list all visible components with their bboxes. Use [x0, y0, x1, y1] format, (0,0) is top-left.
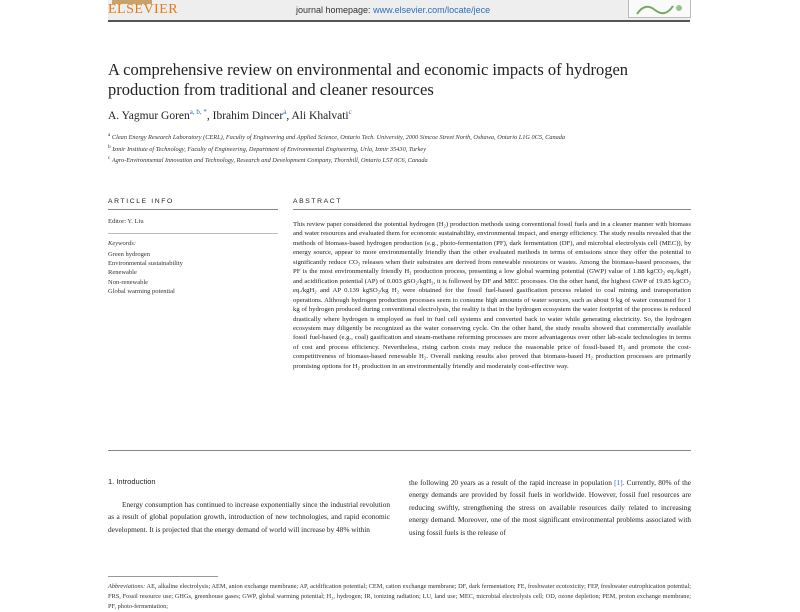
author-affiliation-marker[interactable]: a, b, * — [189, 108, 207, 116]
keywords-list — [108, 250, 183, 296]
keyword-item: Non-renewable — [108, 278, 149, 286]
abstract-heading: ABSTRACT — [293, 198, 343, 205]
introduction-left-column: Energy consumption has continued to increase exponentially since the industrial revolution as a result of global population growth, introduction of new technologies, and rapid economic development. It is projected that the energy demand of world will increase by 48% within — [108, 500, 390, 534]
editor-divider — [108, 233, 278, 234]
affiliation-item: $^b$ Izmir Institute of Technology, Faculty of Engineering, Department of Environmental Engineering, Urla, Izmir 35430, Turkey — [108, 143, 427, 153]
abbreviations-label: Abbreviations: — [108, 583, 146, 590]
abbreviations-text: AE, alkaline electrolysis; AEM, anion exchange membrane; AP, acidification potential; CEM, cation exchange membrane; DF, dark fermentation; FE, freshwater ecotoxicity; FEP, freshwater eutrophication potential; FRS, Fossil resource use; GHGs, greenhouse gases; GWP, global warming potential; H₂, hydrogen; IR, ionizing radiation; LU, land use; MEC, microbial electrolysis cell; OD, ozone depletion; PEM, proton exchange membrane; PF, photo-fermentation; — [108, 583, 691, 610]
abstract-rule — [293, 209, 691, 210]
article-info-heading: ARTICLE INFO — [108, 198, 174, 205]
editor-line: Editor: Y. Liu — [108, 218, 144, 225]
article-info-rule — [108, 209, 278, 210]
author-name[interactable]: Ali Khalvati — [291, 109, 349, 122]
author-list: A. Yagmur Goren$^{a, b, *}$, Ibrahim Dincer$^a$, Ali Khalvati$^c$ — [108, 108, 352, 122]
footnote-rule — [108, 576, 218, 577]
author-name[interactable]: Ibrahim Dincer — [212, 109, 284, 122]
affiliations — [108, 131, 628, 166]
journal-cover-thumbnail[interactable] — [628, 0, 691, 18]
journal-homepage-line — [296, 5, 490, 15]
abbreviations-footnote — [108, 582, 691, 612]
homepage-label: journal homepage: — [296, 5, 371, 15]
introduction-right-column: the following 20 years as a result of the rapid increase in population [1]. Currently, 80% of the energy demands are provided by fossil fuels in worldwide. However, fossil fuel resources are reducing swiftly, strengthening the stress on available resources daily related to increasing energy demand. Moreover, one of the most significant environmental problems associated with using fossil fuels is the release of — [409, 478, 692, 537]
keywords-label: Keywords: — [108, 240, 136, 247]
author-name[interactable]: A. Yagmur Goren — [108, 109, 190, 122]
abstract-text: This review paper considered the potential hydrogen (H₂) production methods using conventional fossil fuels and in a cleaner manner with biomass and water resources and evaluated them for economic sustainability, environmental impact, and energy efficiency. The study results revealed that the methods of biomass-based hydrogen production (e.g., photo-fermentation (PF), dark fermentation (DF), and microbial electrolysis cell (MEC)), by energy source, appear to more environmentally friendly than the other evaluated methods in terms of emissions since they offer the potential to significantly reduce CO₂ releases when their substrates are derived from renewable resources or wastes. Among the biomass-based processes, the PF is the most environmentally friendly H₂ production process, presenting a low global warming potential (GWP) value of 1.88 kgCO₂ eq./kgH₂ and acidification potential (AP) of 0.003 gSO₂/kgH₂, it is followed by DF and MEC processes. On the other hand, the highest GWP of 19.85 kgCO₂ eq./kgH₂ and AP 0.139 kgSO₂/kg H₂ were obtained for the fossil fuel-based gasification process related to coal mining and transportation operations. Although hydrogen production processes seem to consume high amounts of water sources, such as about 9 kg of water consumed for 1 kg of hydrogen produced during conventional electrolysis, the reality is that in the hydrogen ecosystem the water footprint of the process is reduced drastically where hydrogen is employed as fuel in fuel cell systems and converted back to water while generating electricity. So, the hydrogen ecosystem may diligently be recognized as the water conserving cycle. On the other hand, the study results showed that commercially available fossil fuel-based (e.g., coal) gasification and steam-methane reforming processes are more advantageous over other lab-scale technologies in terms of cost and process efficiency. Nevertheless, rising carbon costs may reduce the reasonable price of fossil-based H₂ and promote the cost-competitiveness of biomass-based renewable H₂. Overall ranking results also proved that biomass-based H₂ production processes are primarily promising options for H₂ production in an environmentally friendly and moderately cost-effective way. — [293, 221, 692, 370]
journal-cover-art-icon — [629, 0, 690, 17]
abstract-bottom-rule — [108, 450, 691, 451]
introduction-heading: 1. Introduction — [108, 477, 156, 486]
keyword-item: Green hydrogen — [108, 251, 151, 258]
keyword-item: Global warming potential — [108, 287, 175, 295]
article-title: A comprehensive review on environmental and economic impacts of hydrogen production from traditional and cleaner resources — [108, 60, 629, 99]
journal-homepage-link[interactable]: www.elsevier.com/locate/jece — [373, 5, 491, 15]
keyword-item: Environmental sustainability — [108, 260, 183, 268]
citation-link[interactable]: [1]. — [614, 478, 625, 487]
keyword-item: Renewable — [108, 269, 137, 277]
author-affiliation-marker[interactable]: c — [348, 108, 352, 116]
author-affiliation-marker[interactable]: a — [283, 108, 287, 116]
affiliation-item: $^a$ Clean Energy Research Laboratory (CERL), Faculty of Engineering and Applied Science, Ontario Tech. University, 2000 Simcoe Street North, Oshawa, Ontario L1G 0C5, Canada — [108, 132, 566, 142]
affiliation-item: $^c$ Agro-Environmental Innovation and Technology, Research and Development Company, Thornhill, Ontario L5T 0C6, Canada — [108, 155, 428, 165]
publisher-logo: ELSEVIER — [108, 2, 179, 17]
